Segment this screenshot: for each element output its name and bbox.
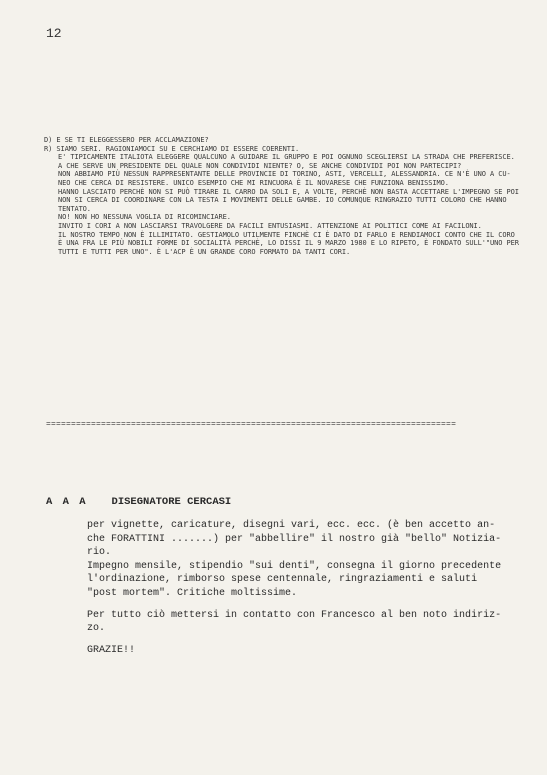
ad-line: rio. [87, 547, 112, 559]
answer-line: NEO CHE CERCA DI RESISTERE. UNICO ESEMPIO CHE MI RINCUORA È IL NOVARESE CHE FUNZIONA BENISSIMO. [58, 178, 449, 187]
ad-paragraph [87, 609, 523, 636]
answer-line: R) SIAMO SERI. RAGIONIAMOCI SU E CERCHIAMO DI ESSERE COERENTI. [44, 144, 300, 153]
answer-line: INVITO I CORI A NON LASCIARSI TRAVOLGERE DA FACILI ENTUSIASMI. ATTENZIONE AI POLITICI COME AI FACILONI. [58, 221, 482, 230]
ad-marker: A A A [46, 496, 88, 508]
answer-line: HANNO LASCIATO PERCHÈ NON SI PUÒ TIRARE IL CARRO DA SOLI E, A VOLTE, PERCHÈ NON BASTA ACCETTARE L'IMPEGNO SE POI [58, 187, 519, 196]
answer-line: TUTTI E TUTTI PER UNO". È L'ACP È UN GRANDE CORO FORMATO DA TANTI CORI. [58, 247, 351, 256]
answer-line: E' TIPICAMENTE ITALIOTA ELEGGERE QUALCUNO A GUIDARE IL GRUPPO E POI OGNUNO SCEGLIERSI LA STRADA CHE PREFERISCE. [58, 153, 515, 162]
answer-line: A CHE SERVE UN PRESIDENTE DEL QUALE NON CONDIVIDI NIENTE? O, SE ANCHE CONDIVIDI POI NON PARTECIPI? [58, 161, 462, 170]
ad-line: Per tutto ciò mettersi in contatto con Francesco al ben noto indiriz- [87, 609, 502, 621]
ad-heading [46, 496, 231, 508]
ad-line: zo. [87, 623, 106, 635]
ad-body [87, 519, 523, 665]
ad-line: che FORATTINI .......) per "abbellire" il nostro già "bello" Notizia- [87, 533, 502, 545]
answer-line: NO! NON HO NESSUNA VOGLIA DI RICOMINCIARE. [58, 213, 231, 222]
question-line: D) E SE TI ELEGGESSERO PER ACCLAMAZIONE? [44, 136, 209, 144]
answer-line: NON SI CERCA DI COORDINARE CON LA TESTA I MOVIMENTI DELLE GAMBE. IO COMUNQUE RINGRAZIO TUTTI COLORO CHE HANNO [58, 196, 507, 205]
section-divider: ================================================================================== [46, 420, 457, 429]
ad-closing: GRAZIE!! [87, 644, 136, 656]
answer-line: TENTATO. [58, 204, 91, 213]
ad-paragraph [87, 560, 523, 601]
ad-paragraph [87, 644, 523, 658]
answer-line: NON ABBIAMO PIÙ NESSUN RAPPRESENTANTE DELLE PROVINCIE DI TORINO, ASTI, VERCELLI, ALESSANDRIA. CE N'È UNO A CU- [58, 170, 511, 179]
ad-line: per vignette, caricature, disegni vari, ecc. ecc. (è ben accetto an- [87, 520, 496, 531]
ad-line: l'ordinazione, rimborso spese centennale, ringraziamenti e saluti [87, 574, 478, 586]
ad-title: DISEGNATORE CERCASI [111, 496, 232, 508]
ad-line: "post mortem". Critiche moltissime. [87, 587, 298, 599]
page-number: 12 [46, 26, 62, 41]
interview-block [44, 136, 524, 256]
ad-line: Impegno mensile, stipendio "sui denti", consegna il giorno precedente [87, 560, 502, 572]
ad-paragraph [87, 519, 523, 560]
answer-line: È UNA FRA LE PIÙ NOBILI FORME DI SOCIALITÀ PERCHÈ, LO DISSI IL 9 MARZO 1980 E LO RIPETO, È FONDATO SULL'"UNO PER [58, 239, 519, 248]
answer-line: IL NOSTRO TEMPO NON È ILLIMITATO. GESTIAMOLO UTILMENTE FINCHÈ CI È DATO DI FARLO E RENDIAMOCI CONTO CHE IL CORO [58, 230, 515, 239]
